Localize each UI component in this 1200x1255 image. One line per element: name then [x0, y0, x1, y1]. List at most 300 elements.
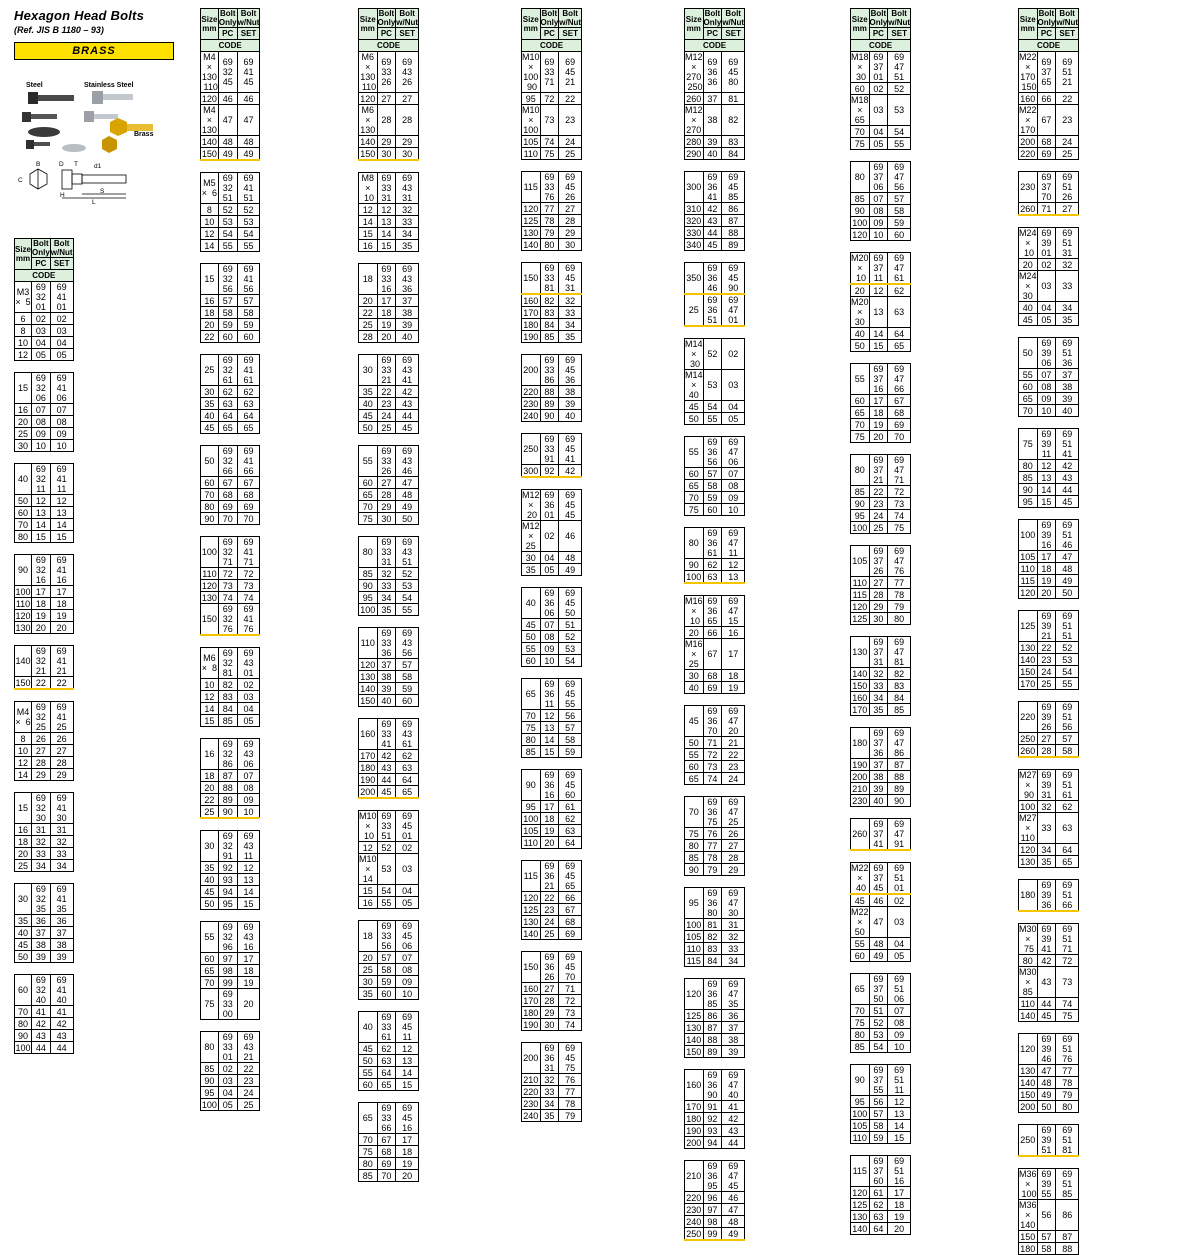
- cell-size: 100: [1020, 801, 1036, 812]
- table-row: [851, 1156, 911, 1187]
- table-row: [685, 1101, 745, 1113]
- cell-bolt-wnut-code: 48: [1056, 563, 1079, 575]
- table-row: [15, 598, 74, 610]
- cell-bolt-wnut-code: 42: [396, 386, 419, 398]
- cell-bolt-wnut-code: 44: [396, 410, 419, 422]
- cell-bolt-only-code: 18: [1037, 563, 1056, 575]
- table-row: [522, 588, 582, 619]
- table-row: [201, 715, 260, 727]
- cell-bolt-only-code: 41: [32, 1006, 51, 1018]
- group-spacer: [15, 963, 74, 975]
- table-row: [359, 513, 419, 525]
- cell-bolt-only-code: 03: [869, 95, 888, 126]
- table-row: [851, 455, 911, 486]
- cell-bolt-only-code: 69 33 36: [377, 628, 396, 659]
- cell-bolt-wnut-code: 53: [396, 580, 419, 592]
- cell-size: 210: [852, 783, 868, 794]
- cell-size: 130: [523, 916, 539, 927]
- table-row: [359, 398, 419, 410]
- cell-bolt-only-code: 22: [1037, 642, 1056, 654]
- cell-size: 35: [359, 386, 378, 398]
- table-row: [201, 319, 260, 331]
- cell-size: 150: [360, 695, 376, 706]
- table-row: [685, 437, 745, 468]
- cell-bolt-wnut-code: 64: [237, 410, 260, 422]
- table-row: [522, 679, 582, 710]
- cell-bolt-wnut-code: 69 47 51: [888, 52, 911, 83]
- table-row: [1019, 52, 1079, 93]
- cell-size: 16: [201, 295, 219, 307]
- cell-bolt-only-code: 87: [703, 1022, 722, 1034]
- group-spacer: [522, 251, 582, 263]
- cell-bolt-only-code: 69 32 30: [32, 793, 51, 824]
- table-row: [851, 863, 911, 895]
- cell-size: 55: [359, 1067, 378, 1079]
- table-row: [15, 927, 74, 939]
- cell-bolt-wnut-code: 69 45 65: [559, 861, 582, 892]
- cell-bolt-wnut-code: 82: [888, 668, 911, 680]
- cell-bolt-only-code: 82: [540, 294, 559, 307]
- cell-bolt-wnut-code: 12: [237, 862, 260, 874]
- cell-bolt-only-code: 32: [32, 836, 51, 848]
- cell-bolt-only-code: 12: [540, 710, 559, 722]
- cell-bolt-only-code: 69 37 65: [1037, 52, 1056, 93]
- table-row: [522, 916, 582, 928]
- group-spacer: [685, 876, 745, 888]
- cell-bolt-only-code: 64: [869, 1223, 888, 1235]
- cell-bolt-wnut-code: 69 47 86: [888, 728, 911, 759]
- cell-bolt-only-code: 69 32 45: [218, 52, 237, 93]
- cell-bolt-wnut-code: 59: [237, 319, 260, 331]
- table-row: [1019, 148, 1079, 160]
- table-row: [522, 892, 582, 904]
- cell-size: 85: [851, 1041, 870, 1053]
- cell-size: 25: [201, 355, 219, 386]
- group-spacer: [685, 425, 745, 437]
- cell-size: 125: [852, 613, 868, 624]
- group-spacer: [685, 326, 745, 339]
- table-row: [685, 105, 745, 136]
- cell-bolt-wnut-code: 38: [50, 939, 73, 951]
- table-row: [15, 282, 74, 313]
- cell-bolt-only-code: 77: [540, 203, 559, 215]
- cell-bolt-wnut-code: 09: [888, 1029, 911, 1041]
- cell-bolt-wnut-code: 87: [1056, 1231, 1079, 1243]
- table-row: [1019, 314, 1079, 326]
- table-row: [15, 404, 74, 416]
- cell-bolt-wnut-code: 32: [722, 931, 745, 943]
- cell-bolt-only-code: 20: [540, 837, 559, 849]
- table-row: [522, 93, 582, 105]
- col-code: CODE: [15, 270, 74, 282]
- cell-size: 18: [359, 921, 378, 952]
- cell-bolt-wnut-code: 72: [888, 486, 911, 498]
- cell-bolt-only-code: 58: [869, 1120, 888, 1132]
- cell-bolt-only-code: 12: [377, 204, 396, 216]
- cell-bolt-only-code: 69 33 00: [218, 989, 237, 1020]
- cell-size: 230: [1019, 172, 1038, 203]
- cell-bolt-only-code: 69 39 41: [1037, 924, 1056, 955]
- group-spacer: [685, 583, 745, 596]
- table-header-row: [1019, 9, 1079, 28]
- table-row: [359, 489, 419, 501]
- cell-bolt-only-code: 69 37 01: [869, 52, 888, 83]
- table-code-row: [522, 40, 582, 52]
- bolt-size-table: [14, 238, 74, 1054]
- cell-bolt-wnut-code: 69 47 11: [722, 528, 745, 559]
- col-size: Size mm: [15, 239, 32, 270]
- cell-size: 18: [15, 836, 32, 848]
- table-row: [685, 639, 745, 670]
- table-row: [685, 773, 745, 785]
- cell-bolt-wnut-code: 48: [722, 1216, 745, 1228]
- cell-bolt-wnut-code: 29: [396, 136, 419, 148]
- cell-bolt-only-code: 33: [1037, 813, 1056, 844]
- cell-bolt-only-code: 43: [377, 762, 396, 774]
- cell-bolt-wnut-code: 38: [722, 1034, 745, 1046]
- table-row: [685, 339, 745, 370]
- cell-size: 14: [201, 240, 219, 252]
- cell-size: 130: [1020, 1065, 1036, 1076]
- cell-bolt-only-code: 69 32 01: [32, 282, 51, 313]
- group-spacer: [685, 1149, 745, 1161]
- cell-size: 10: [15, 745, 32, 757]
- cell-size: 80: [15, 531, 32, 543]
- table-row: [851, 668, 911, 680]
- table-row: [1019, 844, 1079, 856]
- cell-size: 220: [686, 1192, 702, 1203]
- svg-text:T: T: [74, 161, 78, 168]
- group-spacer: [15, 872, 74, 884]
- table-row: [851, 577, 911, 589]
- cell-bolt-wnut-code: 29: [559, 227, 582, 239]
- cell-size: 30: [522, 552, 541, 564]
- cell-bolt-only-code: 17: [32, 586, 51, 598]
- cell-bolt-wnut-code: 63: [559, 825, 582, 837]
- cell-size: 35: [522, 564, 541, 576]
- table-row: [522, 172, 582, 203]
- cell-size: M6 × 8: [201, 648, 219, 679]
- cell-size: 210: [685, 1161, 704, 1192]
- cell-bolt-only-code: 69 33 86: [540, 355, 559, 386]
- table-row: [15, 313, 74, 325]
- table-row: [1019, 1101, 1079, 1113]
- cell-size: M22 × 170: [1019, 105, 1037, 135]
- col-set: SET: [559, 28, 582, 40]
- cell-bolt-only-code: 73: [540, 105, 559, 136]
- cell-bolt-only-code: 20: [1037, 587, 1056, 599]
- cell-bolt-wnut-code: 02: [237, 679, 260, 691]
- cell-bolt-only-code: 69 37 26: [869, 546, 888, 577]
- cell-bolt-wnut-code: 23: [722, 761, 745, 773]
- cell-bolt-only-code: 68: [703, 670, 722, 682]
- cell-bolt-wnut-code: 69 47 66: [888, 364, 911, 395]
- cell-bolt-wnut-code: 03: [888, 907, 911, 938]
- table-row: [359, 477, 419, 489]
- cell-bolt-only-code: 97: [703, 1204, 722, 1216]
- bolt-size-table: [200, 8, 260, 1111]
- cell-bolt-only-code: 19: [32, 610, 51, 622]
- cell-bolt-only-code: 62: [703, 559, 722, 571]
- cell-bolt-wnut-code: 19: [50, 610, 73, 622]
- table-row: [1019, 880, 1079, 912]
- cell-size: 55: [685, 437, 704, 468]
- group-spacer: [359, 525, 419, 537]
- cell-size: 60: [15, 507, 32, 519]
- table-row: [1019, 405, 1079, 417]
- table-row: [201, 240, 260, 252]
- cell-bolt-wnut-code: 69 41 76: [237, 604, 260, 636]
- cell-bolt-wnut-code: 79: [888, 601, 911, 613]
- table-row: [201, 580, 260, 592]
- cell-bolt-only-code: 47: [1037, 1065, 1056, 1077]
- cell-bolt-wnut-code: 15: [888, 1132, 911, 1144]
- table-row: [15, 349, 74, 361]
- cell-bolt-only-code: 45: [1037, 1010, 1056, 1022]
- cell-bolt-only-code: 79: [703, 864, 722, 876]
- cell-bolt-only-code: 14: [540, 734, 559, 746]
- cell-size: 20: [201, 319, 219, 331]
- group-spacer: [522, 576, 582, 588]
- cell-bolt-wnut-code: 03: [237, 691, 260, 703]
- table-row: [359, 964, 419, 976]
- table-row: [522, 825, 582, 837]
- cell-bolt-wnut-code: 69 51 51: [1056, 611, 1079, 642]
- table-row: [201, 513, 260, 525]
- cell-bolt-wnut-code: 69 51 81: [1056, 1125, 1079, 1157]
- table-row: [685, 682, 745, 694]
- cell-bolt-wnut-code: 33: [1056, 271, 1079, 302]
- cell-size: 20: [15, 848, 32, 860]
- cell-bolt-wnut-code: 69: [237, 501, 260, 513]
- cell-size: 100: [15, 1042, 31, 1053]
- cell-size: 220: [1020, 148, 1036, 159]
- cell-size: 60: [15, 975, 32, 1006]
- table-row: [359, 976, 419, 988]
- group-spacer: [522, 940, 582, 952]
- cell-bolt-only-code: 69 32 86: [218, 739, 237, 770]
- group-spacer: [359, 343, 419, 355]
- table-row: [685, 852, 745, 864]
- cell-bolt-only-code: 96: [703, 1192, 722, 1204]
- cell-bolt-wnut-code: 03: [50, 325, 73, 337]
- table-header-row: [15, 239, 74, 258]
- cell-bolt-wnut-code: 35: [396, 240, 419, 252]
- cell-bolt-wnut-code: 56: [559, 710, 582, 722]
- cell-size: 65: [685, 773, 704, 785]
- cell-size: 60: [851, 83, 870, 95]
- cell-size: 50: [15, 951, 32, 963]
- cell-bolt-wnut-code: 12: [50, 495, 73, 507]
- cell-size: 15: [201, 715, 219, 727]
- cell-bolt-only-code: 29: [377, 136, 396, 148]
- cell-bolt-wnut-code: 74: [888, 510, 911, 522]
- table-row: [359, 1103, 419, 1134]
- cell-bolt-wnut-code: 69 41 35: [50, 884, 73, 915]
- cell-size: 200: [522, 1043, 541, 1074]
- cell-bolt-only-code: 69 33 26: [377, 446, 396, 477]
- cell-bolt-wnut-code: 48: [396, 489, 419, 501]
- cell-bolt-only-code: 69 36 36: [703, 52, 722, 93]
- cell-size: M24 × 10: [1019, 228, 1037, 258]
- cell-size: 260: [686, 93, 702, 104]
- cell-size: 220: [523, 386, 539, 397]
- table-row: [1019, 1077, 1079, 1089]
- table-row: [522, 203, 582, 215]
- cell-bolt-wnut-code: 47: [396, 477, 419, 489]
- cell-bolt-wnut-code: 52: [237, 204, 260, 216]
- table-row: [685, 627, 745, 639]
- cell-bolt-only-code: 51: [869, 1005, 888, 1017]
- cell-bolt-wnut-code: 69 47 35: [722, 979, 745, 1010]
- col-bolt-with-nut: Bolt w/Nut: [50, 239, 73, 257]
- svg-text:L: L: [92, 199, 96, 206]
- cell-size: 65: [851, 407, 870, 419]
- cell-bolt-wnut-code: 47: [722, 1204, 745, 1216]
- group-spacer: [1019, 215, 1079, 228]
- cell-bolt-only-code: 98: [703, 1216, 722, 1228]
- table-row: [1019, 228, 1079, 259]
- cell-bolt-only-code: 28: [869, 589, 888, 601]
- cell-bolt-wnut-code: 33: [559, 307, 582, 319]
- cell-bolt-only-code: 69 36 90: [703, 1070, 722, 1101]
- cell-bolt-wnut-code: 13: [396, 1055, 419, 1067]
- cell-bolt-wnut-code: 69 41 25: [50, 702, 73, 733]
- cell-size: 20: [685, 627, 704, 639]
- table-row: [851, 328, 911, 340]
- cell-bolt-wnut-code: 60: [237, 331, 260, 343]
- cell-bolt-only-code: 53: [377, 854, 396, 885]
- cell-size: 8: [15, 325, 32, 337]
- col-pc: PC: [540, 28, 559, 40]
- cell-bolt-only-code: 24: [377, 410, 396, 422]
- cell-bolt-wnut-code: 69 47 45: [722, 1161, 745, 1192]
- cell-bolt-wnut-code: 53: [1056, 654, 1079, 666]
- table-row: [1019, 702, 1079, 733]
- cell-bolt-wnut-code: 49: [722, 1228, 745, 1241]
- cell-bolt-only-code: 38: [869, 771, 888, 783]
- cell-bolt-wnut-code: 69 47 15: [722, 596, 745, 627]
- cell-size: M30 × 85: [1019, 967, 1037, 997]
- cell-bolt-only-code: 35: [869, 704, 888, 716]
- table-row: [685, 1034, 745, 1046]
- cell-size: 150: [686, 1046, 702, 1057]
- cell-size: 250: [1020, 733, 1036, 744]
- cell-size: 120: [201, 93, 217, 104]
- cell-size: 70: [851, 126, 870, 138]
- cell-size: 125: [523, 215, 539, 226]
- cell-bolt-only-code: 69 36 80: [703, 888, 722, 919]
- cell-bolt-only-code: 66: [703, 627, 722, 639]
- table-row: [851, 728, 911, 759]
- cell-size: M36 × 140: [1019, 1200, 1037, 1230]
- cell-bolt-only-code: 22: [377, 386, 396, 398]
- cell-bolt-wnut-code: 69 45 36: [559, 355, 582, 386]
- cell-bolt-wnut-code: 59: [888, 217, 911, 229]
- cell-bolt-wnut-code: 34: [722, 955, 745, 967]
- cell-bolt-wnut-code: 22: [1056, 93, 1079, 105]
- cell-bolt-wnut-code: 17: [50, 586, 73, 598]
- table-row: [522, 1007, 582, 1019]
- cell-bolt-wnut-code: 69 41 66: [237, 446, 260, 477]
- cell-bolt-only-code: 84: [218, 703, 237, 715]
- cell-bolt-only-code: 39: [703, 136, 722, 148]
- cell-bolt-wnut-code: 69 43 46: [396, 446, 419, 477]
- cell-size: 60: [685, 468, 704, 480]
- cell-bolt-only-code: 69 39 21: [1037, 611, 1056, 642]
- table-row: [685, 761, 745, 773]
- cell-size: 80: [851, 455, 870, 486]
- group-spacer: [359, 1000, 419, 1012]
- cell-bolt-only-code: 15: [32, 531, 51, 543]
- table-row: [15, 373, 74, 404]
- cell-bolt-only-code: 19: [377, 319, 396, 331]
- cell-bolt-wnut-code: 18: [50, 598, 73, 610]
- cell-bolt-only-code: 69: [218, 501, 237, 513]
- cell-size: 60: [851, 395, 870, 407]
- table-row: [1019, 1125, 1079, 1157]
- cell-bolt-only-code: 27: [377, 93, 396, 105]
- cell-bolt-wnut-code: 12: [396, 1043, 419, 1055]
- cell-bolt-wnut-code: 02: [722, 339, 745, 370]
- table-code-row: [1019, 40, 1079, 52]
- cell-bolt-wnut-code: 87: [722, 215, 745, 227]
- table-row: [359, 842, 419, 854]
- cell-bolt-wnut-code: 69 43 16: [237, 922, 260, 953]
- cell-bolt-wnut-code: 35: [1056, 314, 1079, 326]
- cell-size: 70: [359, 501, 378, 513]
- cell-bolt-wnut-code: 79: [1056, 1089, 1079, 1101]
- table-row: [685, 840, 745, 852]
- cell-bolt-wnut-code: 55: [1056, 678, 1079, 690]
- cell-bolt-wnut-code: 85: [888, 704, 911, 716]
- cell-size: M12 × 25: [522, 521, 540, 551]
- cell-size: 350: [685, 263, 704, 295]
- table-row: [15, 440, 74, 452]
- cell-bolt-only-code: 59: [703, 492, 722, 504]
- group-spacer: [522, 667, 582, 679]
- table-row: [201, 831, 260, 862]
- cell-bolt-wnut-code: 83: [888, 680, 911, 692]
- col-pc: PC: [32, 258, 51, 270]
- cell-size: 300: [523, 465, 539, 476]
- group-spacer: [685, 694, 745, 706]
- cell-bolt-only-code: 63: [377, 1055, 396, 1067]
- cell-size: 65: [1019, 393, 1038, 405]
- cell-bolt-only-code: 07: [869, 193, 888, 205]
- table-row: [201, 953, 260, 965]
- group-spacer: [1019, 1156, 1079, 1169]
- cell-bolt-wnut-code: 05: [50, 349, 73, 361]
- cell-bolt-wnut-code: 10: [888, 1041, 911, 1053]
- cell-size: M16 × 10: [685, 596, 703, 626]
- cell-size: 290: [686, 148, 702, 159]
- cell-size: 20: [15, 416, 32, 428]
- cell-bolt-only-code: 58: [703, 480, 722, 492]
- cell-bolt-wnut-code: 69 41 01: [50, 282, 73, 313]
- cell-bolt-only-code: 94: [218, 886, 237, 898]
- cell-bolt-only-code: 37: [32, 927, 51, 939]
- cell-bolt-wnut-code: 55: [888, 138, 911, 150]
- cell-bolt-only-code: 69 33 41: [377, 719, 396, 750]
- cell-bolt-only-code: 55: [377, 897, 396, 909]
- table-row: [201, 794, 260, 806]
- cell-size: 180: [1019, 880, 1038, 912]
- table-row: [201, 331, 260, 343]
- cell-bolt-wnut-code: 09: [396, 976, 419, 988]
- table-row: [522, 928, 582, 940]
- col-set: SET: [396, 28, 419, 40]
